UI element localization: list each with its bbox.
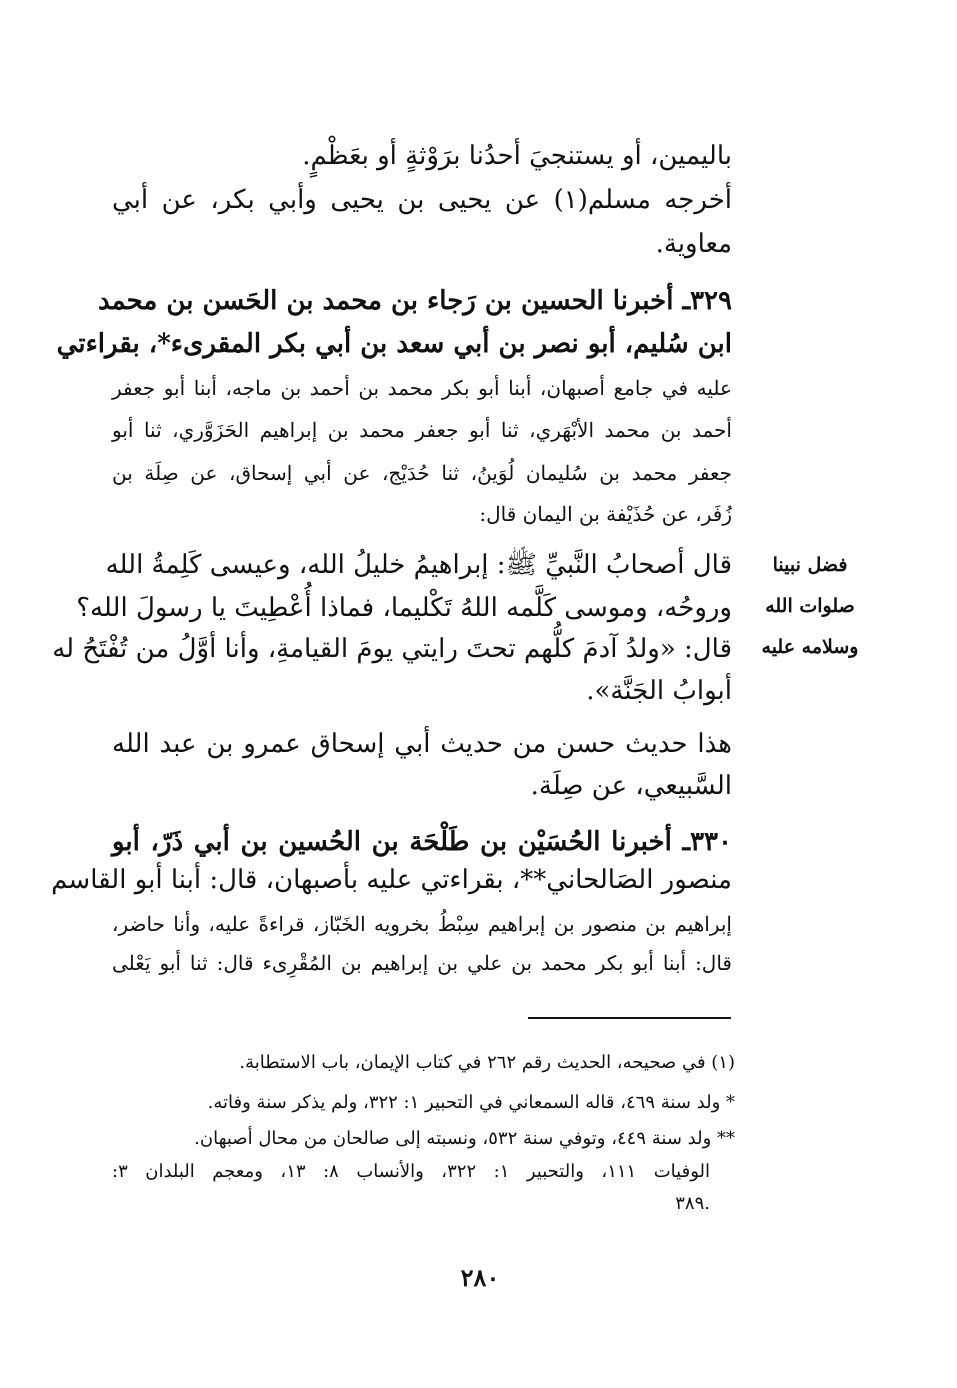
footnote: * ولد سنة ٤٦٩، قاله السمعاني في التحبير ١: ٣٢٢، ولم يذكر سنة وفاته. [207, 1092, 735, 1113]
footnote: (١) في صحيحه، الحديث رقم ٢٦٢ في كتاب الإيمان، باب الاستطابة. [239, 1052, 735, 1073]
matn-line: وروحُه، وموسى كَلَّمه اللهُ تَكْليما، فماذا أُعْطِيتَ يا رسولَ الله؟ [76, 593, 732, 623]
footnote: ٣٨٩. [675, 1193, 710, 1214]
isnad-line: زُفَر، عن حُذَيْفة بن اليمان قال: [479, 502, 732, 526]
matn-line: أبوابُ الجَنَّة». [586, 676, 732, 706]
isnad-line: أحمد بن محمد الأبْهَري، ثنا أبو جعفر محمد بن إبراهيم الحَزَوَّري، ثنا أبو [112, 418, 732, 442]
isnad-line: عليه في جامع أصبهان، أبنا أبو بكر محمد بن أحمد بن ماجه، أبنا أبو جعفر [112, 376, 732, 400]
matn-line: قال: «ولدُ آدمَ كلُّهم تحتَ رايتي يومَ القيامةِ، وأنا أوَّلُ من تُفْتَحُ له [52, 634, 732, 664]
footnote: ** ولد سنة ٤٤٩، وتوفي سنة ٥٣٢، ونسبته إلى صالحان من محال أصبهان. [194, 1128, 735, 1149]
text-line: السَّبيعي، عن صِلَة. [530, 771, 732, 801]
text-line: معاوية. [655, 229, 732, 259]
isnad-line: قال: أبنا أبو بكر محمد بن علي بن إبراهيم بن المُقْرِىء قال: ثنا أبو يَعْلى [112, 951, 732, 975]
isnad-line: جعفر محمد بن سُليمان لُوَينُ، ثنا حُدَيْج، عن أبي إسحاق، عن صِلَة بن [112, 461, 732, 485]
margin-note-line: فضل نبينا [772, 554, 848, 576]
page-number: ٢٨٠ [460, 1263, 500, 1292]
margin-note [760, 545, 860, 668]
text-line: هذا حديث حسن من حديث أبي إسحاق عمرو بن عبد الله [112, 729, 732, 759]
hadith-heading: ٣٣٠ـ أخبرنا الحُسَيْن بن طَلْحَة بن الحُسين بن أبي ذَرّ، أبو [112, 827, 732, 857]
margin-note-line: وسلامه عليه [761, 636, 859, 658]
hadith-heading: ابن سُليم، أبو نصر بن أبي سعد بن أبي بكر المقرىء*، بقراءتي [56, 329, 732, 359]
isnad-line: إبراهيم بن منصور بن إبراهيم سِبْطُ بخرويه الخَبّاز، قراءةً عليه، وأنا حاضر، [112, 912, 732, 936]
margin-note-line: صلوات الله [765, 595, 855, 617]
footnote: الوفيات ١١١، والتحبير ١: ٣٢٢، والأنساب ٨: ١٣، ومعجم البلدان ٣: [112, 1161, 710, 1182]
text-line: أخرجه مسلم(١) عن يحيى بن يحيى وأبي بكر، عن أبي [112, 185, 732, 215]
text-line: باليمين، أو يستنجيَ أحدُنا برَوْثةٍ أو بعَظْمٍ. [302, 141, 732, 171]
footnote-divider [528, 1017, 731, 1019]
matn-line: قال أصحابُ النَّبيِّ ﷺ: إبراهيمُ خليلُ الله، وعيسى كَلِمةُ الله [105, 550, 732, 580]
hadith-heading: ٣٢٩ـ أخبرنا الحسين بن رَجاء بن محمد بن الحَسن بن محمد [97, 286, 732, 316]
hadith-heading: منصور الصَالحاني**، بقراءتي عليه بأصبهان، قال: أبنا أبو القاسم [51, 865, 732, 895]
